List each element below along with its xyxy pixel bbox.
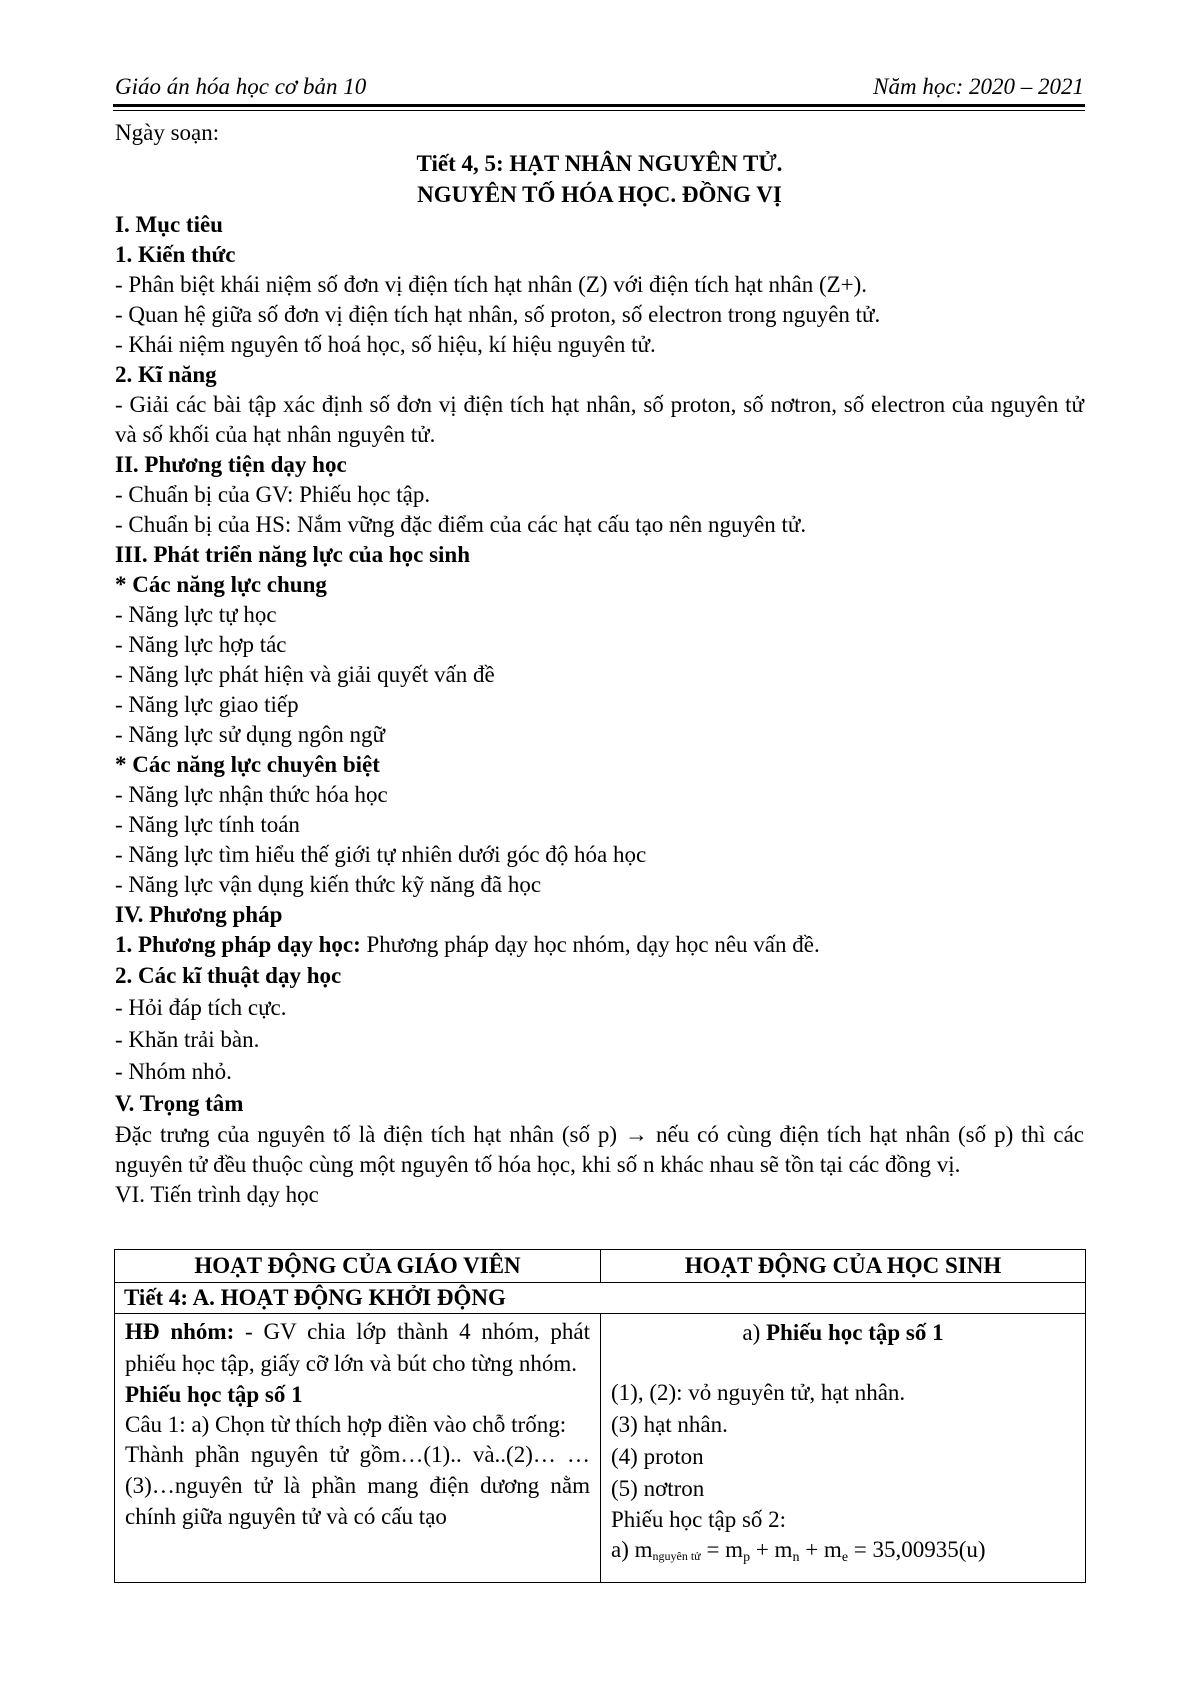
knowledge-item: - Khái niệm nguyên tố hoá học, số hiệu, kí hiệu nguyên tử. [115, 332, 656, 357]
section6-heading: VI. Tiến trình dạy học [115, 1182, 319, 1207]
competency-item: - Năng lực tính toán [115, 812, 300, 837]
formula-prefix: a) m [611, 1537, 653, 1562]
teaching-method-label: 1. Phương pháp dạy học: [115, 932, 361, 957]
teaching-method-line [115, 930, 1084, 960]
header-school-year: Năm học: 2020 – 2021 [873, 74, 1084, 99]
lesson-title-line2: NGUYÊN TỐ HÓA HỌC. ĐỒNG VỊ [417, 182, 782, 207]
answer-sheet-title [611, 1317, 1075, 1349]
materials-item: - Chuẩn bị của HS: Nắm vững đặc điểm của các hạt cấu tạo nên nguyên tử. [115, 512, 807, 537]
header-subject: Giáo án hóa học cơ bản 10 [115, 74, 367, 99]
technique-item: - Hỏi đáp tích cực. [115, 995, 287, 1020]
section4-heading: IV. Phương pháp [115, 902, 283, 927]
formula-eq: = m [700, 1537, 744, 1562]
competency-item: - Năng lực nhận thức hóa học [115, 782, 388, 807]
technique-item: - Nhóm nhỏ. [115, 1059, 232, 1084]
formula-plus: + m [799, 1537, 842, 1562]
competency-item: - Năng lực tự học [115, 602, 277, 627]
teaching-method-text: Phương pháp dạy học nhóm, dạy học nêu vấn đề. [360, 932, 820, 957]
mass-formula [611, 1534, 1075, 1574]
section3-heading: III. Phát triển năng lực của học sinh [115, 542, 471, 567]
answer-item: (5) nơtron [611, 1476, 705, 1501]
group-activity-label: HĐ nhóm: [125, 1319, 235, 1344]
student-activity-cell [601, 1314, 1086, 1583]
competency-item: - Năng lực hợp tác [115, 632, 287, 657]
skills-text: - Giải các bài tập xác định số đơn vị điện tích hạt nhân, số proton, số nơtron, số electron của nguyên tử và số khối của hạt nhân nguyên tử. [115, 392, 1084, 447]
materials-item: - Chuẩn bị của GV: Phiếu học tập. [115, 482, 431, 507]
competency-item: - Năng lực vận dụng kiến thức kỹ năng đã học [115, 872, 542, 897]
answer-item: (1), (2): vỏ nguyên tử, hạt nhân. [611, 1380, 906, 1405]
table-header-row [115, 1250, 1086, 1283]
table-section-row [115, 1283, 1086, 1314]
activity-table [114, 1249, 1086, 1583]
formula-sub-p: p [743, 1550, 751, 1565]
competency-item: - Năng lực tìm hiểu thế giới tự nhiên dưới góc độ hóa học [115, 842, 647, 867]
competency-item: - Năng lực phát hiện và giải quyết vấn đề [115, 662, 495, 687]
formula-sub-n: n [792, 1550, 800, 1565]
header-rule-thick [113, 104, 1085, 107]
section5-heading: V. Trọng tâm [115, 1091, 244, 1116]
table-row [115, 1314, 1086, 1583]
lesson-title-line1: Tiết 4, 5: HẠT NHÂN NGUYÊN TỬ. [416, 151, 783, 176]
techniques-heading: 2. Các kĩ thuật dạy học [115, 963, 342, 988]
period-section-title: Tiết 4: A. HOẠT ĐỘNG KHỞI ĐỘNG [115, 1283, 1086, 1314]
section1-heading: I. Mục tiêu [115, 212, 223, 237]
document-body [115, 118, 1084, 1210]
worksheet-title: Phiếu học tập số 1 [125, 1382, 303, 1407]
question-1: Câu 1: a) Chọn từ thích hợp điền vào chỗ trống: [125, 1411, 567, 1437]
student-column-header: HOẠT ĐỘNG CỦA HỌC SINH [601, 1250, 1086, 1283]
header-rule-thin [113, 110, 1085, 111]
knowledge-item: - Quan hệ giữa số đơn vị điện tích hạt nhân, số proton, số electron trong nguyên tử. [115, 302, 881, 327]
formula-result: = 35,00935(u) [848, 1537, 986, 1562]
general-competencies-heading: * Các năng lực chung [115, 572, 327, 597]
formula-sub-atom: nguyên tử [652, 1549, 701, 1563]
group-activity-text: - GV chia lớp thành 4 nhóm, phát phiếu học tập, giấy cỡ lớn và bút cho từng nhóm. [125, 1319, 590, 1376]
competency-item: - Năng lực sử dụng ngôn ngữ [115, 722, 385, 747]
page-header [115, 72, 1084, 106]
group-activity [125, 1316, 590, 1379]
knowledge-heading: 1. Kiến thức [115, 242, 236, 267]
technique-item: - Khăn trải bàn. [115, 1027, 260, 1052]
formula-sub-e: e [841, 1550, 849, 1565]
specific-competencies-heading: * Các năng lực chuyên biệt [115, 752, 380, 777]
teacher-activity-cell [115, 1314, 601, 1583]
knowledge-item: - Phân biệt khái niệm số đơn vị điện tích hạt nhân (Z) với điện tích hạt nhân (Z+). [115, 272, 868, 297]
section2-heading: II. Phương tiện dạy học [115, 452, 347, 477]
focus-text: Đặc trưng của nguyên tố là điện tích hạt nhân (số p) → nếu có cùng điện tích hạt nhân (số p) thì các nguyên tử đều thuộc cùng một nguyên tố hóa học, khi số n khác nhau sẽ tồn tại các đồng vị. [115, 1122, 1084, 1177]
answer-sheet-name: Phiếu học tập số 1 [765, 1320, 944, 1345]
answer-prefix: a) [742, 1320, 766, 1345]
skills-heading: 2. Kĩ năng [115, 362, 217, 387]
teacher-column-header: HOẠT ĐỘNG CỦA GIÁO VIÊN [115, 1250, 601, 1283]
competency-item: - Năng lực giao tiếp [115, 692, 299, 717]
answer-item: (4) proton [611, 1444, 704, 1469]
worksheet-2-title: Phiếu học tập số 2: [611, 1507, 787, 1532]
formula-plus: + m [750, 1537, 793, 1562]
answer-item: (3) hạt nhân. [611, 1412, 728, 1437]
date-line: Ngày soạn: [115, 120, 220, 145]
question-1-text: Thành phần nguyên tử gồm…(1).. và..(2)… …(3)…nguyên tử là phần mang điện dương nằm chính giữa nguyên tử và có cấu tạo [125, 1441, 590, 1529]
